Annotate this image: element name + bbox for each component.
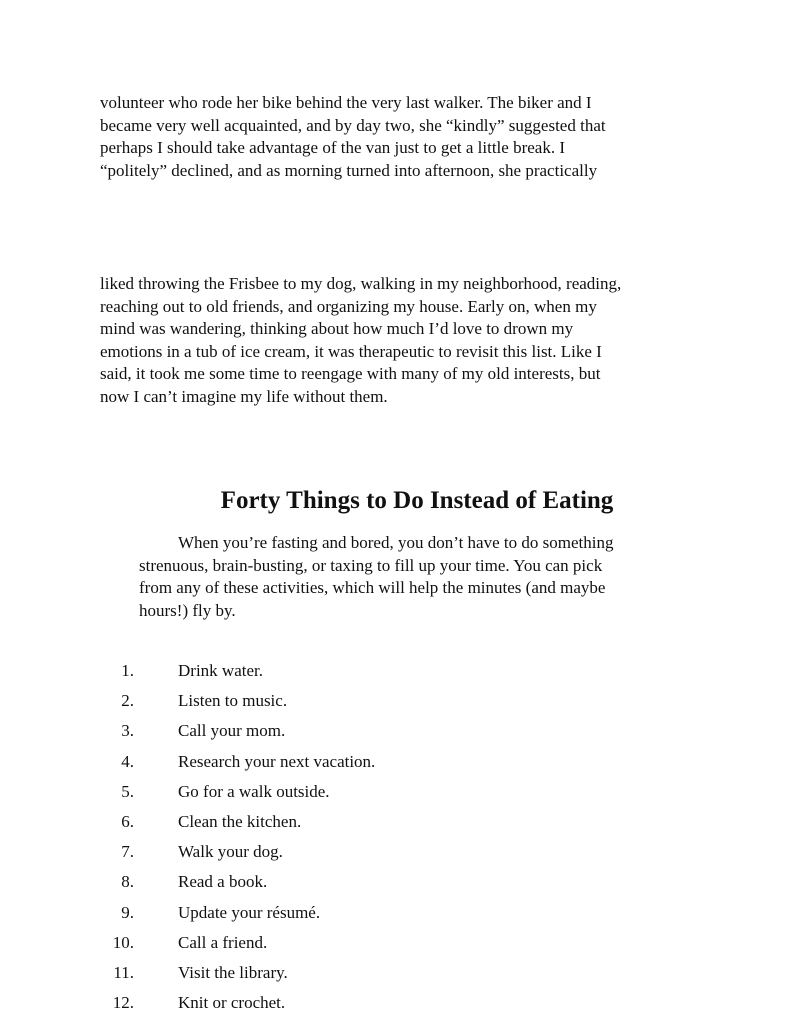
list-item-text: Listen to music. (178, 691, 288, 711)
list-item (0, 810, 794, 840)
intro-line: strenuous, brain-busting, or taxing to fill up your time. You can pick (139, 555, 603, 575)
list-item (0, 991, 794, 1021)
paragraph-middle (100, 273, 700, 409)
list-item (0, 870, 794, 900)
section-title: Forty Things to Do Instead of Eating (220, 487, 614, 514)
list-item (0, 901, 794, 931)
list-item-text: Clean the kitchen. (178, 811, 302, 831)
list-item (0, 659, 794, 689)
list-item-number: 6. (121, 811, 134, 831)
list-item-number: 5. (121, 781, 134, 801)
paragraph-line: emotions in a tub of ice cream, it was therapeutic to revisit this list. Like I (100, 341, 602, 361)
intro-line: When you’re fasting and bored, you don’t have to do something (178, 533, 614, 552)
list-item-text: Go for a walk outside. (178, 781, 330, 801)
intro-line: from any of these activities, which will help the minutes (and maybe (139, 578, 606, 598)
list-item-text: Update your résumé. (178, 902, 321, 922)
list-item (0, 961, 794, 991)
list-item-text: Knit or crochet. (178, 993, 286, 1013)
list-item-text: Call your mom. (178, 721, 286, 741)
paragraph-line: perhaps I should take advantage of the van just to get a little break. I (100, 138, 565, 158)
paragraph-line: “politely” declined, and as morning turned into afternoon, she practically (100, 160, 598, 180)
list-item (0, 840, 794, 870)
activity-list (0, 659, 794, 1021)
list-item-number: 3. (121, 721, 134, 741)
list-item-number: 11. (113, 962, 134, 982)
intro-line: hours!) fly by. (139, 600, 236, 620)
list-item-number: 9. (121, 902, 134, 922)
list-item-text: Read a book. (178, 872, 268, 892)
list-item-text: Walk your dog. (178, 842, 283, 862)
paragraph-line: liked throwing the Frisbee to my dog, walking in my neighborhood, reading, (100, 274, 622, 293)
paragraph-top (100, 92, 700, 182)
list-item-text: Call a friend. (178, 932, 268, 952)
list-item-number: 10. (112, 932, 134, 952)
section-intro (139, 532, 699, 622)
list-item-number: 1. (121, 661, 134, 680)
list-item-number: 4. (121, 751, 134, 771)
paragraph-line: now I can’t imagine my life without them. (100, 386, 388, 406)
paragraph-line: mind was wandering, thinking about how much I’d love to drown my (100, 319, 574, 339)
list-item-number: 7. (121, 842, 134, 862)
list-item (0, 931, 794, 961)
paragraph-line: said, it took me some time to reengage with many of my old interests, but (100, 364, 601, 384)
list-item-number: 2. (121, 691, 134, 711)
paragraph-line: reaching out to old friends, and organizing my house. Early on, when my (100, 296, 597, 316)
paragraph-line: volunteer who rode her bike behind the very last walker. The biker and I (100, 93, 592, 112)
list-item-text: Research your next vacation. (178, 751, 376, 771)
list-item (0, 689, 794, 719)
list-item-text: Drink water. (178, 661, 263, 680)
list-item-number: 8. (121, 872, 134, 892)
list-item-number: 12. (112, 993, 134, 1013)
list-item (0, 750, 794, 780)
list-item-text: Visit the library. (178, 962, 288, 982)
paragraph-line: became very well acquainted, and by day two, she “kindly” suggested that (100, 115, 606, 135)
list-item (0, 780, 794, 810)
list-item (0, 719, 794, 749)
